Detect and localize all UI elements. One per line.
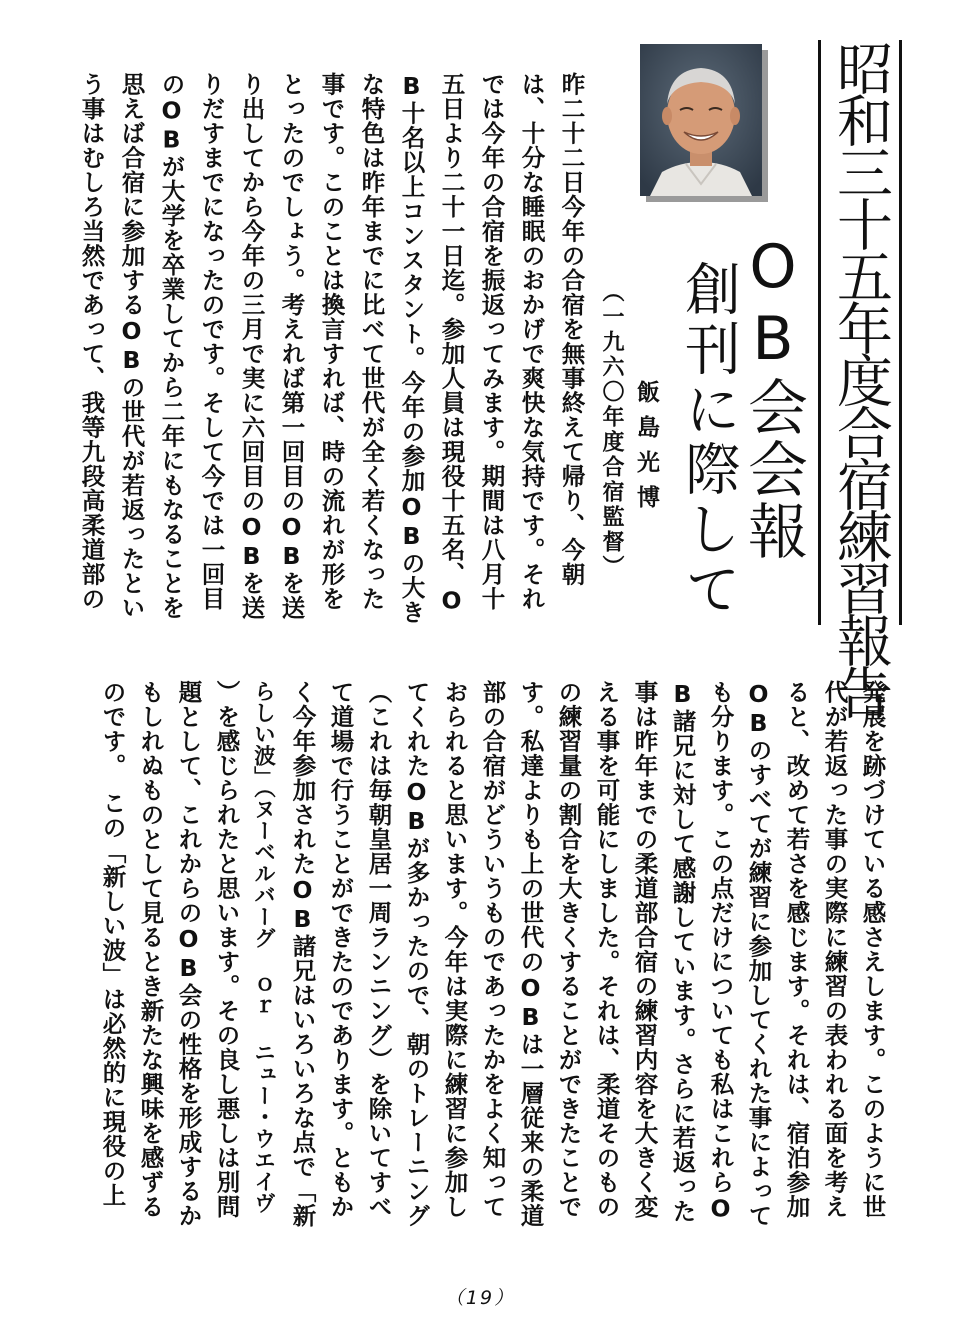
body-column-bottom: （これは毎朝皇居一周ランニング）を除いてすべ [364,680,393,1219]
body-column-bottom: 題として、これからのOB会の性格を形成するか [174,680,203,1228]
body-column-bottom: おられると思います。今年は実際に練習に参加し [440,680,469,1219]
body-column-bottom: 発展を跡づけている感さえします。このように世 [858,680,887,1219]
body-column-bottom: の練習量の割合を大きくすることができたことで [554,680,583,1219]
body-column-bottom: ）を感じられたと思います。その良し悪しは別問 [212,680,241,1219]
author-portrait-photo [640,44,762,196]
body-column-top: 思えば合宿に参加するOBの世代が若返ったとい [117,72,146,620]
body-column-top: り出してから今年の三月で実に六回目のOBを送 [237,72,266,620]
body-column-bottom: て道場で行うことができたのであります。ともか [326,680,355,1219]
article-title: 昭和三十五年度合宿練習報告 [818,40,902,625]
body-column-bottom: 事は昨年までの柔道部合宿の練習内容を大きく変 [630,680,659,1219]
page-number: （19） [444,1287,516,1309]
body-column-bottom: く今年参加されたOB諸兄はいろいろな点で「新 [288,680,317,1228]
body-column-top: 事です。このことは換言すれば、時の流れが形を [317,72,346,611]
body-column-bottom: も分ります。この点だけについても私はこれらO [706,680,735,1224]
body-column-bottom: 部の合宿がどういうものであったかをよく知って [478,680,507,1219]
body-column-bottom: 代が若返った事の実際に練習の表われる面を考え [820,680,849,1219]
body-column-top: とったのでしょう。考えれば第一回目のOBを送 [277,72,306,620]
body-column-top: 五日より二十一日迄。参加人員は現役十五名、O [437,72,466,616]
body-column-top: B十名以上コンスタント。今年の参加OBの大き [397,72,426,625]
body-column-bottom: のです。 この「新しい波」は必然的に現役の上 [98,680,127,1208]
body-column-top: では今年の合宿を振返ってみます。期間は八月十 [477,72,506,611]
body-column-top: りだすまでになったのです。そして今では一回目 [197,72,226,611]
portrait-illustration [640,44,762,196]
body-column-bottom: える事を可能にしました。それは、柔道そのもの [592,680,621,1219]
body-column-bottom: もしれぬものとして見るとき新たな興味を感ずる [136,680,165,1219]
body-column-bottom: てくれたOBが多かったので、朝のトレーニング [402,680,431,1228]
body-column-bottom: す。私達よりも上の世代のOBは一層従来の柔道 [516,680,545,1228]
body-column-top: 昨二十二日今年の合宿を無事終えて帰り、今朝 [557,72,586,587]
body-column-top: う事はむしろ当然であって、我等九段高柔道部の [77,72,106,611]
body-column-bottom: B諸兄に対して感謝しています。さらに若返った [668,680,697,1224]
author-name: 飯島光博 [633,380,659,520]
body-column-bottom: OBのすべてが練習に参加してくれた事によって [744,680,773,1228]
body-column-top: は、十分な睡眠のおかげで爽快な気持です。それ [517,72,546,611]
body-column-bottom: らしい波」（ヌーベルバーグ ｏｒ ニュー・ウエイヴ [250,680,276,1214]
body-column-top: のOBが大学を卒業してから二年にもなることを [157,72,186,620]
body-column-top: な特色は昨年までに比べて世代が全く若くなった [357,72,386,611]
ob-newsletter-heading: OB会会報 [738,232,808,562]
body-column-bottom: ると、改めて若さを感じます。それは、宿泊参加 [782,680,811,1219]
author-role-note: （一九六〇年度合宿監督） [599,280,624,580]
inaugural-subtitle: 創刊に際して [676,260,741,620]
